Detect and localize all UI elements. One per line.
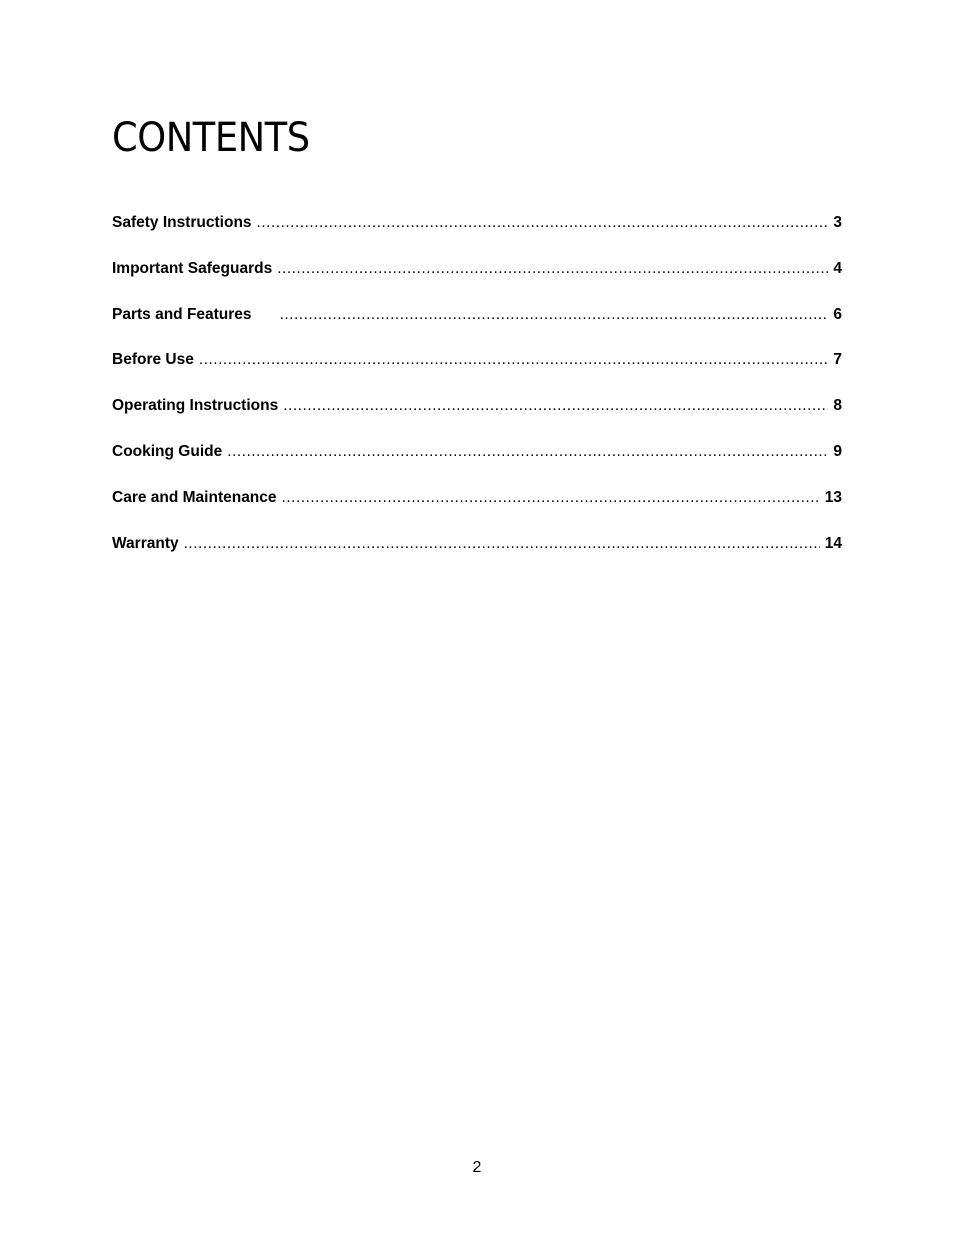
toc-entry-label: Important Safeguards bbox=[112, 259, 273, 277]
page-title: CONTENTS bbox=[112, 115, 310, 161]
toc-entry-page: 14 bbox=[824, 534, 842, 552]
toc-entry-cooking-guide[interactable] bbox=[112, 441, 842, 487]
toc-entry-warranty[interactable] bbox=[112, 533, 842, 579]
toc-dot-leader bbox=[184, 533, 820, 555]
page-number: 2 bbox=[472, 1159, 482, 1176]
toc-entry-page: 13 bbox=[824, 488, 842, 506]
toc-entry-safety-instructions[interactable] bbox=[112, 212, 842, 258]
toc-entry-label: Before Use bbox=[112, 351, 194, 369]
toc-entry-page: 9 bbox=[833, 442, 842, 460]
toc-entry-page: 8 bbox=[833, 397, 842, 415]
toc-entry-page: 6 bbox=[833, 305, 842, 323]
toc-entry-page: 3 bbox=[833, 214, 842, 231]
toc-entry-important-safeguards[interactable] bbox=[112, 258, 842, 304]
toc-entry-label: Operating Instructions bbox=[112, 397, 279, 415]
toc-dot-leader bbox=[283, 395, 828, 417]
toc-entry-label: Warranty bbox=[112, 534, 179, 552]
toc-entry-label: Safety Instructions bbox=[112, 214, 252, 231]
toc-entry-operating-instructions[interactable] bbox=[112, 395, 842, 441]
toc-dot-leader bbox=[199, 349, 829, 371]
toc-dot-leader bbox=[257, 212, 829, 234]
toc-entry-label: Parts and Features bbox=[112, 305, 252, 323]
toc-dot-leader bbox=[227, 441, 828, 463]
toc-dot-leader bbox=[277, 258, 828, 280]
toc-entry-label: Cooking Guide bbox=[112, 442, 223, 460]
toc-entry-care-and-maintenance[interactable] bbox=[112, 487, 842, 533]
toc-dot-leader bbox=[282, 487, 820, 509]
table-of-contents bbox=[112, 212, 842, 578]
toc-entry-parts-and-features[interactable] bbox=[112, 304, 842, 350]
toc-dot-leader bbox=[280, 304, 829, 326]
toc-entry-page: 4 bbox=[833, 259, 842, 277]
toc-entry-page: 7 bbox=[833, 351, 842, 369]
toc-entry-label: Care and Maintenance bbox=[112, 488, 277, 506]
toc-entry-before-use[interactable] bbox=[112, 349, 842, 395]
